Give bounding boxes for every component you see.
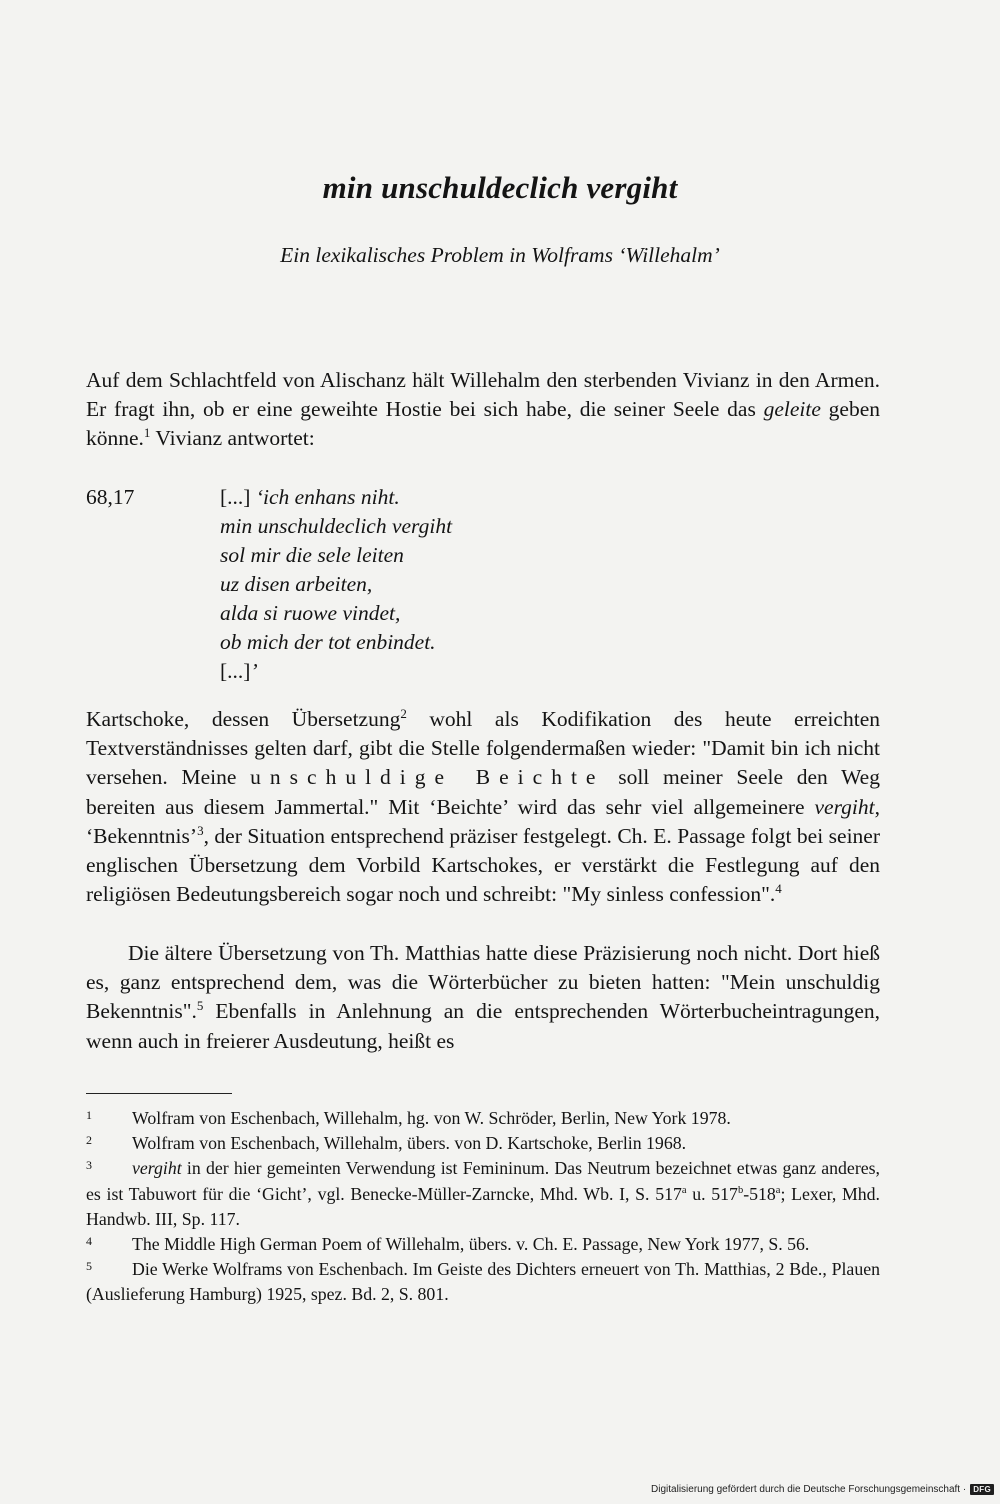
body-paragraph-matthias: Die ältere Übersetzung von Th. Matthias hatte diese Präzisierung noch nicht. Dort hieß es, ganz entsprechend dem, was die Wörterbücher zu bieten hatten: "Mein unschuldig Bekenntnis".$^5$ Ebenfalls in Anlehnung an die entsprechenden Wörterbucheintragungen, wenn auch in freierer Ausdeutung, heißt es <box>86 941 880 1053</box>
article-title: min unschuldeclich vergiht <box>322 170 678 205</box>
verse-line: uz disen arbeiten, <box>220 572 373 596</box>
footnote-ref-5[interactable]: 5 <box>196 998 204 1014</box>
footnote-ref-1[interactable]: 1 <box>143 425 151 441</box>
digitization-footer <box>651 1484 994 1495</box>
footnote-rule <box>86 1093 232 1094</box>
italic-vergiht: vergiht <box>814 794 875 819</box>
verse-line: [...]’ <box>220 659 258 683</box>
footer-text: Digitalisierung gefördert durch die Deutsche Forschungsgemeinschaft · <box>651 1484 967 1495</box>
spaced-emphasis: unschuldige Beichte <box>250 765 605 790</box>
footnote-ref-4[interactable]: 4 <box>775 881 782 897</box>
verse-quote <box>220 483 820 686</box>
verse-line: sol mir die sele leiten <box>220 543 404 567</box>
intro-text-1: Auf dem Schlachtfeld von Alischanz hält Willehalm den sterbenden Vivianz in den Armen. Er fragt ihn, ob er eine geweihte Hostie bei sich habe, die seiner Seele das <box>86 368 880 422</box>
dfg-logo-icon: DFG <box>970 1484 994 1495</box>
verse-line: ob mich der tot enbindet. <box>220 630 436 654</box>
intro-text-3: Vivianz antwortet: <box>150 426 315 451</box>
footnote-2: 2 Wolfram von Eschenbach, Willehalm, übers. von D. Kartschoke, Berlin 1968. <box>86 1133 687 1154</box>
verse-line: min unschuldeclich vergiht <box>220 514 453 538</box>
intro-paragraph <box>86 366 880 454</box>
article-subtitle: Ein lexikalisches Problem in Wolframs ‘Willehalm’ <box>280 243 720 267</box>
footnote-ref-3[interactable]: 3 <box>197 822 204 838</box>
footnote-1: 1 Wolfram von Eschenbach, Willehalm, hg. von W. Schröder, Berlin, New York 1978. <box>86 1108 731 1128</box>
intro-text-2: geben könne. <box>86 397 880 451</box>
verse-line: [...] ‘ich enhans niht. <box>220 485 400 509</box>
footnote-5: 5 Die Werke Wolframs von Eschenbach. Im Geiste des Dichters erneuert von Th. Matthias, 2 Bde., Plauen (Auslieferung Hamburg) 1925, spez. Bd. 2, S. 801. <box>86 1259 880 1305</box>
verse-line: alda si ruowe vindet, <box>220 601 401 625</box>
footnote-3: 3 vergiht in der hier gemeinten Verwendung ist Femininum. Das Neutrum bezeichnet etwas ganz anderes, es ist Tabuwort für die ‘Gicht’, vgl. Benecke-Müller-Zarncke, Mhd. Wb. I, S. 517$^a$ u. 517$^b$-518$^a$; Lexer, Mhd. Handwb. III, Sp. 117. <box>86 1158 881 1229</box>
intro-italic-geleite: geleite <box>763 397 821 422</box>
footnotes <box>86 1106 880 1308</box>
footnote-ref-2[interactable]: 2 <box>400 706 407 721</box>
body-paragraph-kartschoke: Kartschoke, dessen Übersetzung$^2$ wohl als Kodifikation des heute erreichten Textverständnisses gelten darf, gibt die Stelle folgendermaßen wieder: "Damit bin ich nicht versehen. Meine unschuldige Beichte soll meiner Seele den Weg bereiten aus diesem Jammertal." Mit ‘Beichte’ wird das sehr viel allgemeinere vergiht, ‘Bekenntnis’$^3$, der Situation entsprechend präziser festgelegt. Ch. E. Passage folgt bei seiner englischen Übersetzung dem Vorbild Kartschokes, er verstärkt die Festlegung auf den religiösen Bedeutungsbereich sogar noch und schreibt: "My sinless confession".$^4$ <box>86 706 880 907</box>
verse-number: 68,17 <box>86 485 135 509</box>
footnote-4: 4 The Middle High German Poem of Willehalm, übers. v. Ch. E. Passage, New York 1977, S. 56. <box>86 1234 810 1255</box>
